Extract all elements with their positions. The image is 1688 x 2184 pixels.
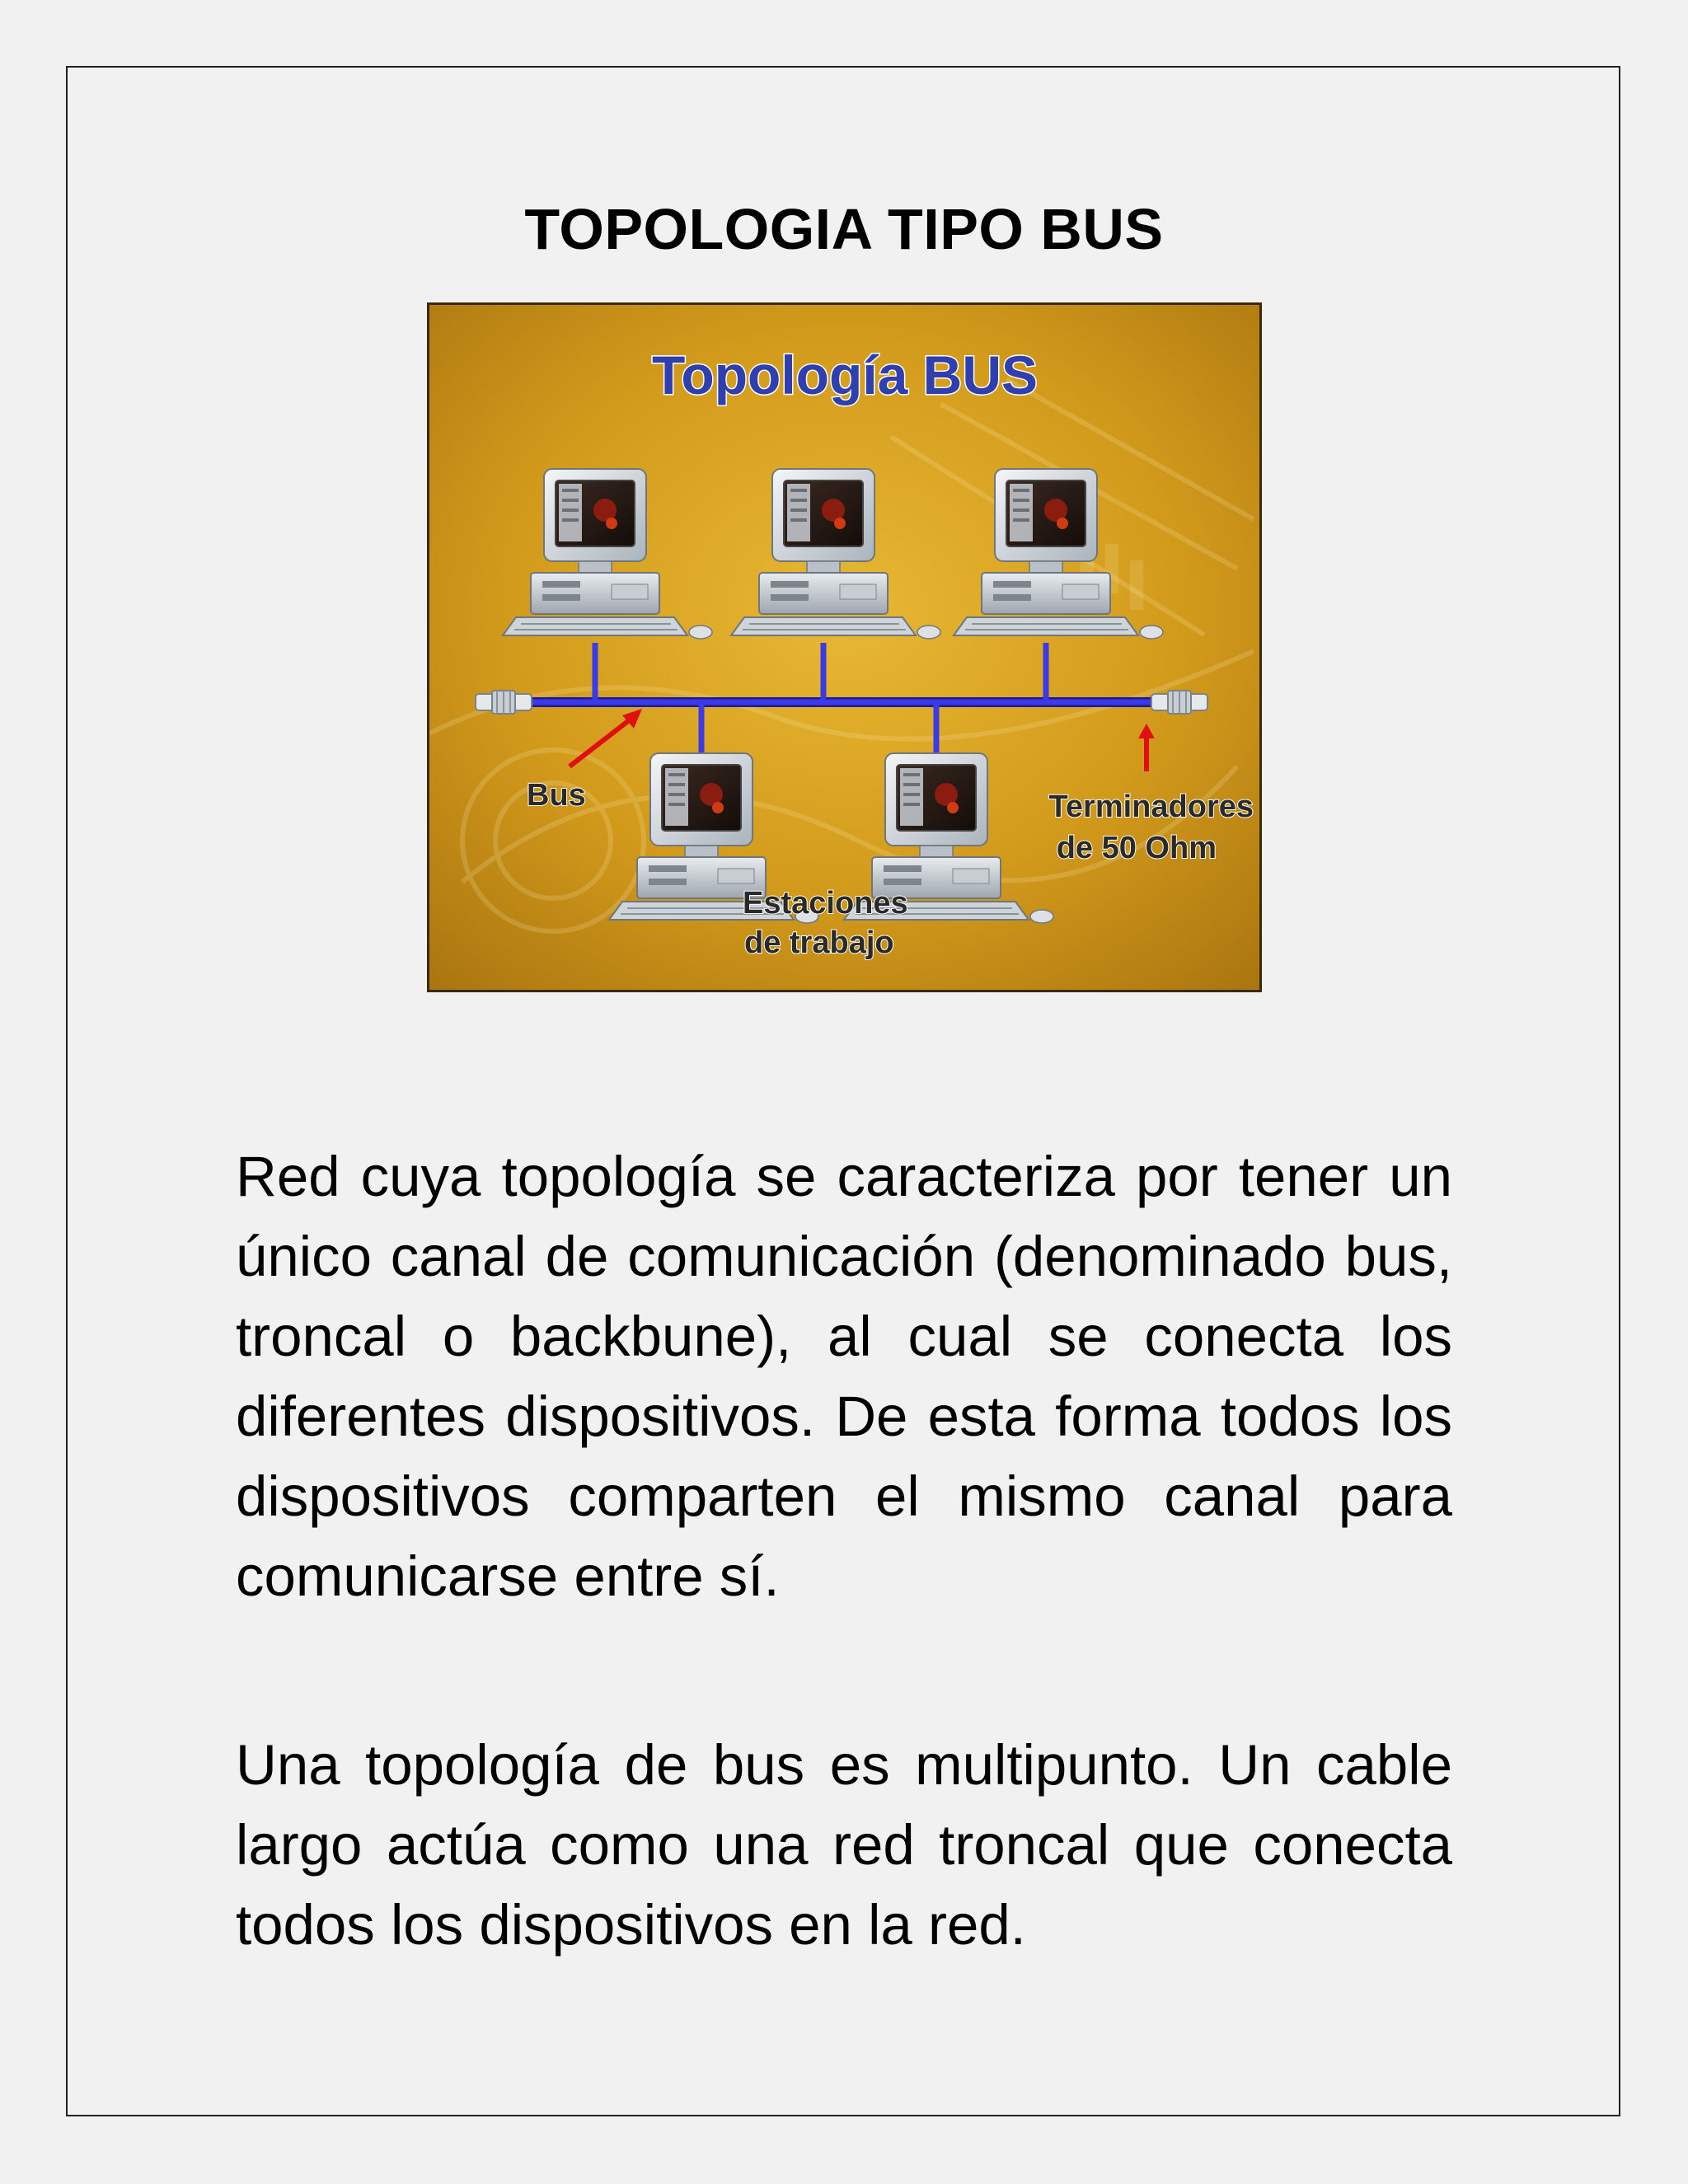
- bus-label: Bus: [527, 778, 586, 813]
- stations-label-line1: Estaciones: [743, 886, 908, 921]
- bus-topology-diagram: [429, 305, 1259, 990]
- page-title: TOPOLOGIA TIPO BUS: [524, 197, 1164, 261]
- paragraph-2: Una topología de bus es multipunto. Un cable largo actúa como una red troncal que conecta todos los dispositivos en la red.: [236, 1733, 1452, 1957]
- figure-heading: Topología BUS: [651, 344, 1039, 405]
- paragraph-1: Red cuya topología se caracteriza por tener un único canal de comunicación (denominado bus, troncal o backbune), al cual se conecta los diferentes dispositivos. De esta forma todos los dispositivos comparten el mismo canal para comunicarse entre sí.: [236, 1145, 1452, 1608]
- bus-topology-figure: [427, 302, 1262, 992]
- stations-label-line2: de trabajo: [744, 926, 894, 960]
- terminators-label-line1: Terminadores: [1048, 790, 1254, 824]
- terminators-label-line2: de 50 Ohm: [1056, 831, 1217, 865]
